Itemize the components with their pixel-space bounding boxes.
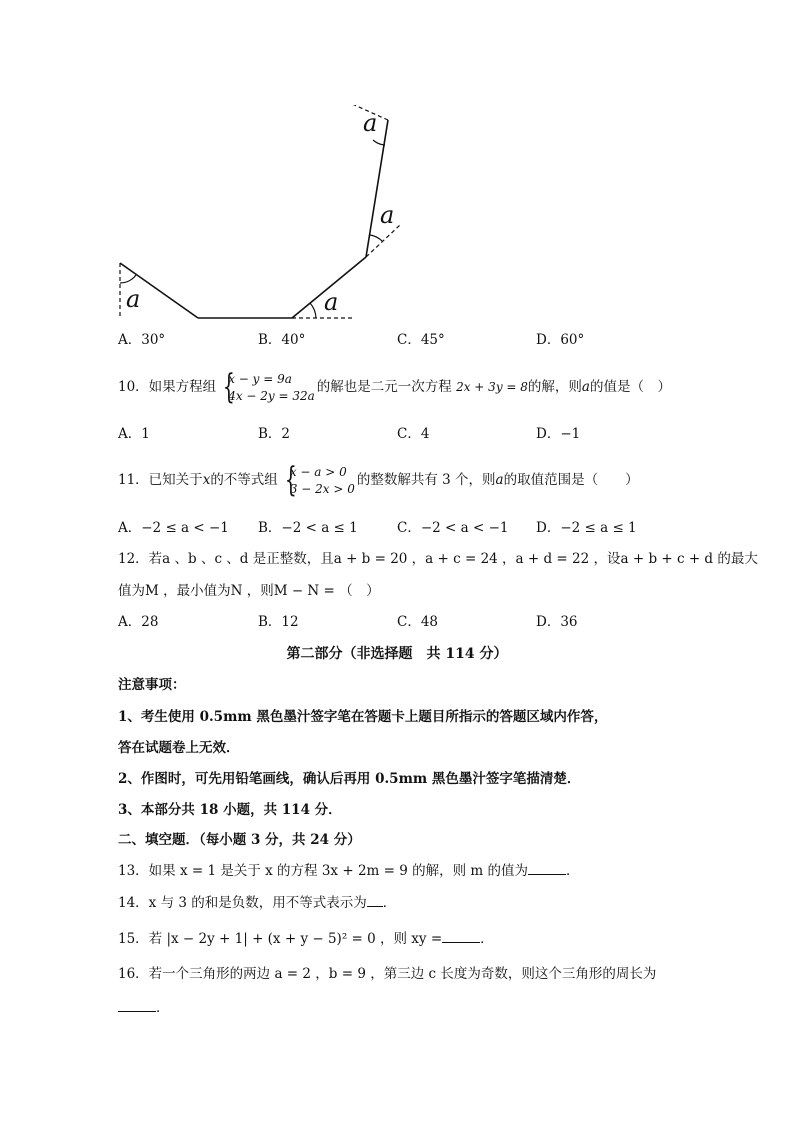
note-2: 2、作图时，可先用铅笔画线，确认后再用 0.5mm 黑色墨汁签字笔描清楚． [118, 771, 581, 787]
note-1a: 1、考生使用 0.5mm 黑色墨汁签字笔在答题卡上题目所指示的答题区域内作答， [118, 709, 608, 725]
question-15 [118, 929, 734, 949]
q10-option-d[interactable]: D．−1 [536, 426, 581, 442]
q10-option-c[interactable]: C．4 [397, 426, 430, 442]
q9-option-b[interactable]: B．40° [258, 332, 306, 348]
q11-option-c[interactable]: C．−2 < a < −1 [397, 520, 509, 536]
angle-label-1: a [126, 285, 141, 313]
note-1b: 答在试题卷上无效． [118, 740, 240, 756]
q10-system: { x − y = 9a 4x − 2y = 32a [223, 366, 315, 407]
q10-prefix: 10．如果方程组 [118, 379, 217, 395]
angle-arc-2 [310, 303, 316, 318]
q13-text: 13．如果 x = 1 是关于 x 的方程 3x + 2m = 9 的解，则 m 的值为 [118, 863, 528, 879]
q11-option-a[interactable]: A．−2 ≤ a < −1 [118, 520, 229, 536]
angle-label-3: a [380, 201, 395, 229]
q12-option-a[interactable]: A．28 [118, 614, 159, 630]
q11-option-d[interactable]: D．−2 ≤ a ≤ 1 [536, 520, 637, 536]
angle-arc-3 [370, 235, 382, 241]
q11-prefix: 11．已知关于 [118, 472, 203, 488]
q9-option-a[interactable]: A．30° [118, 332, 166, 348]
angle-label-4: a [363, 109, 378, 137]
q10-var: a [581, 379, 590, 395]
q10-sys-line1: x − y = 9a [228, 371, 292, 386]
q11-x: x [202, 472, 211, 488]
q10-mid: 的解也是二元一次方程 [316, 379, 452, 395]
q13-end: ． [566, 863, 580, 879]
q15-answer-blank[interactable] [442, 930, 480, 943]
angle-arc-1 [120, 275, 136, 283]
q10-option-a[interactable]: A．1 [118, 426, 150, 442]
q10-end: 的值是（ ） [589, 379, 671, 395]
question-16 [118, 964, 734, 984]
q9-option-d[interactable]: D．60° [536, 332, 585, 348]
q14-end: ． [382, 895, 397, 911]
q12-option-c[interactable]: C．48 [397, 614, 439, 630]
q11-system: { x − a > 0 3 − 2x > 0 [284, 459, 355, 500]
question-11 [118, 459, 734, 500]
question-13 [118, 861, 734, 881]
q9-option-c[interactable]: C．45° [397, 332, 445, 348]
part2-title: 第二部分（非选择题 共 114 分） [286, 646, 508, 662]
fill-section-title: 二、填空题．（每小题 3 分，共 24 分） [118, 832, 361, 848]
q15-end: ． [480, 931, 494, 947]
q10-option-b[interactable]: B．2 [258, 426, 291, 442]
q14-answer-blank[interactable] [367, 894, 383, 907]
q10-suffix: 的解，则 [527, 379, 582, 395]
notes-title: 注意事项： [118, 677, 186, 693]
q12-option-d[interactable]: D．36 [536, 614, 578, 630]
q11-var: a [495, 472, 504, 488]
q15-text: 15．若 |x − 2y + 1| + (x + y − 5)² = 0 ，则 xy = [118, 931, 443, 947]
q10-eq: 2x + 3y = 8 [456, 380, 528, 394]
q10-sys-line2: 4x − 2y = 32a [228, 388, 315, 403]
q11-suffix: 的整数解共有 3 个，则 [356, 472, 496, 488]
q11-sys-line1: x − a > 0 [289, 464, 347, 479]
question-16-cont [118, 998, 734, 1018]
q11-option-b[interactable]: B．−2 < a ≤ 1 [258, 520, 358, 536]
q14-text: 14．x 与 3 的和是负数，用不等式表示为 [118, 895, 367, 911]
q16-answer-blank[interactable] [118, 999, 156, 1012]
q12-line1: 12．若a 、b 、c 、d 是正整数，且a + b = 20 ，a + c = 24 ，a + d = 22 ，设a + b + c + d 的最大 [118, 551, 758, 567]
q12-option-b[interactable]: B．12 [258, 614, 299, 630]
q16-end: ． [156, 1000, 170, 1016]
q16-text: 16．若一个三角形的两边 a = 2 ，b = 9 ，第三边 c 长度为奇数，则这个三角形的周长为 [118, 966, 657, 982]
q12-line2: 值为M ，最小值为N ，则M − N = （ ） [118, 583, 380, 599]
angle-label-2: a [324, 288, 339, 316]
q13-answer-blank[interactable] [528, 862, 566, 875]
question-14 [118, 893, 734, 913]
note-3: 3、本部分共 18 小题，共 114 分． [118, 802, 342, 818]
segment-4 [366, 120, 388, 257]
q11-end: 的取值范围是（ ） [503, 472, 639, 488]
q11-sys-line2: 3 − 2x > 0 [289, 481, 355, 496]
angle-figure [110, 105, 430, 330]
question-10 [118, 366, 734, 407]
angle-arc-4 [373, 140, 385, 145]
q11-mid: 的不等式组 [210, 472, 278, 488]
